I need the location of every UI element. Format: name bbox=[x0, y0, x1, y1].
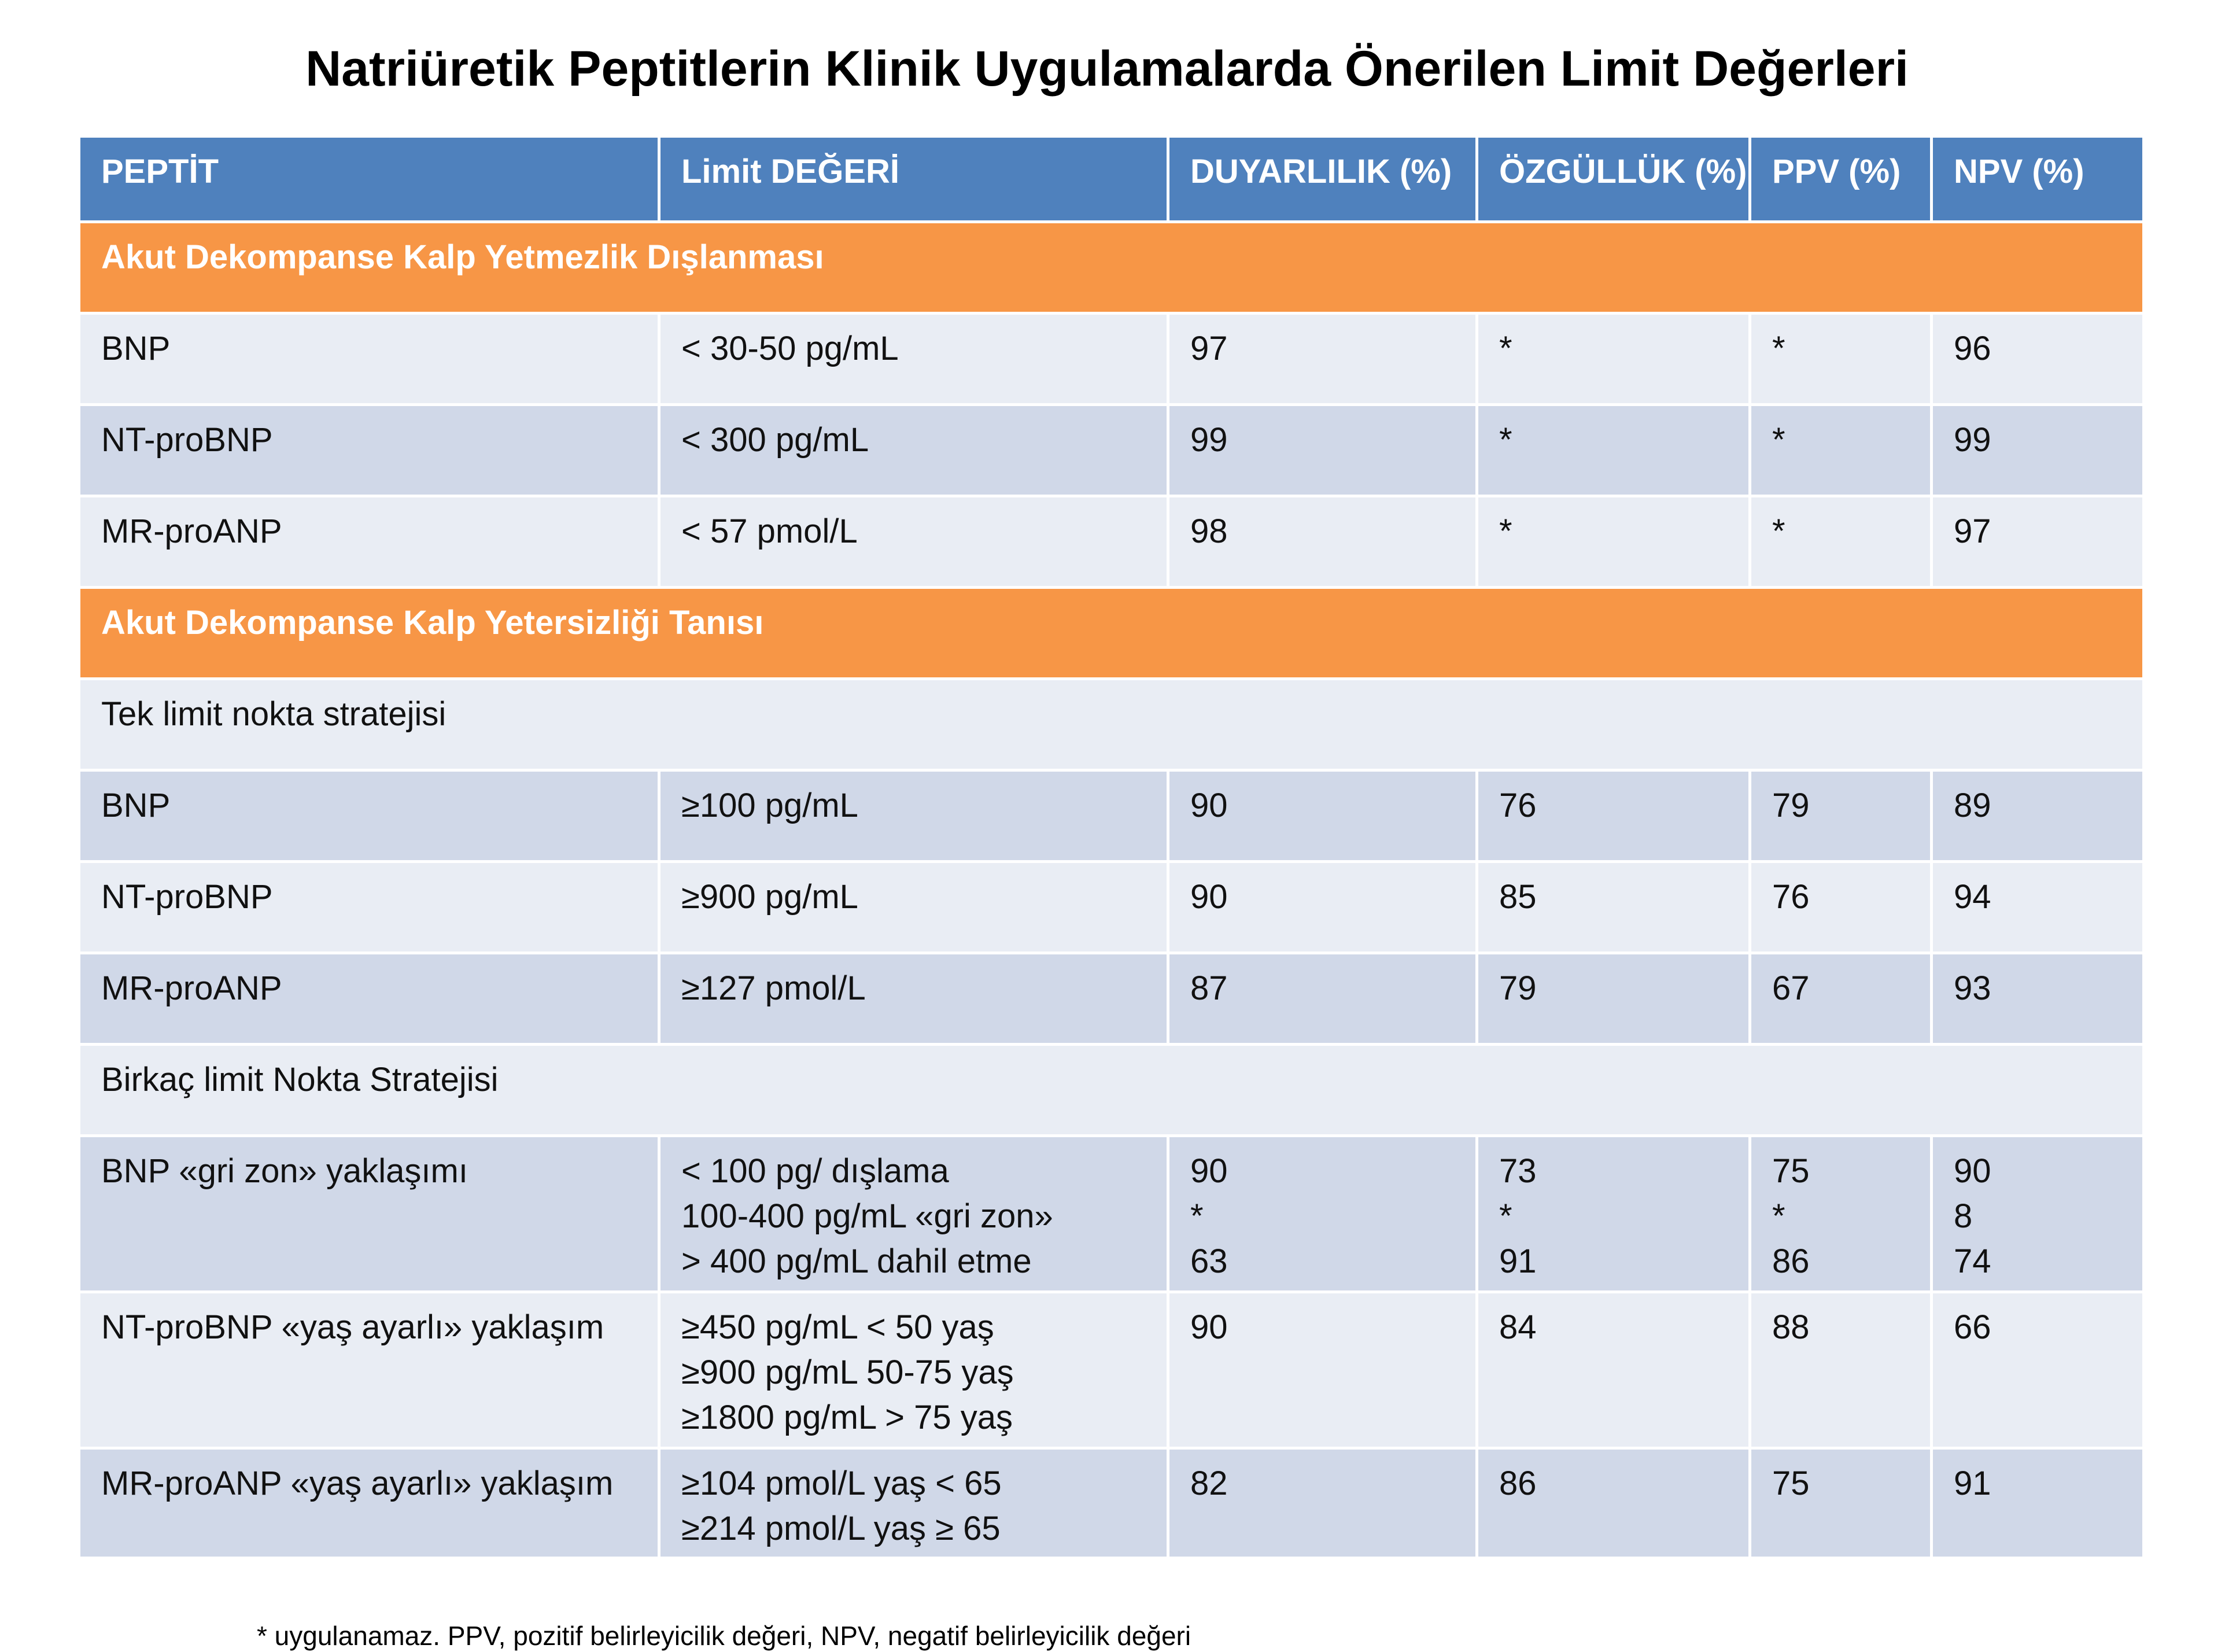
cell-limit: < 300 pg/mL bbox=[659, 405, 1168, 496]
cell-specificity: * bbox=[1477, 314, 1750, 405]
cell-peptide: NT-proBNP bbox=[79, 862, 659, 953]
cell-sensitivity: 97 bbox=[1168, 314, 1477, 405]
table-row bbox=[79, 405, 2144, 496]
cell-peptide: MR-proANP «yaş ayarlı» yaklaşım bbox=[79, 1448, 659, 1558]
cell-ppv: * bbox=[1750, 314, 1932, 405]
value-line: 90 bbox=[1190, 1152, 1228, 1190]
value-line: 90 bbox=[1954, 1152, 1991, 1190]
cell-limit: ≥127 pmol/L bbox=[659, 953, 1168, 1045]
cell-specificity: * bbox=[1477, 496, 1750, 588]
value-line: 73 bbox=[1499, 1152, 1537, 1190]
table-row bbox=[79, 953, 2144, 1045]
cell-sensitivity: 99 bbox=[1168, 405, 1477, 496]
cell-ppv bbox=[1750, 1136, 1932, 1292]
cell-sensitivity: 98 bbox=[1168, 496, 1477, 588]
value-line: 86 bbox=[1772, 1242, 1810, 1280]
limit-line: 100-400 pg/mL «gri zon» bbox=[681, 1197, 1053, 1235]
cell-npv bbox=[1932, 1136, 2144, 1292]
limit-line: ≥450 pg/mL < 50 yaş bbox=[681, 1308, 994, 1346]
table-row bbox=[79, 496, 2144, 588]
cell-limit bbox=[659, 1292, 1168, 1448]
footnote: * uygulanamaz. PPV, pozitif belirleyicilik değeri, NPV, negatif belirleyicilik değeri bbox=[257, 1621, 1191, 1651]
cell-npv: 91 bbox=[1932, 1448, 2144, 1558]
value-line: * bbox=[1190, 1197, 1204, 1235]
header-row bbox=[79, 137, 2144, 222]
header-limit: Limit DEĞERİ bbox=[659, 137, 1168, 222]
limit-line: < 100 pg/ dışlama bbox=[681, 1152, 949, 1190]
cell-limit bbox=[659, 1136, 1168, 1292]
cell-ppv: 79 bbox=[1750, 770, 1932, 862]
limit-line: ≥104 pmol/L yaş < 65 bbox=[681, 1465, 1002, 1502]
header-sensitivity: DUYARLILIK (%) bbox=[1168, 137, 1477, 222]
value-line: 75 bbox=[1772, 1152, 1810, 1190]
value-line: 8 bbox=[1954, 1197, 1973, 1235]
cutoff-table bbox=[78, 135, 2145, 1559]
cell-ppv: 76 bbox=[1750, 862, 1932, 953]
limit-line: ≥214 pmol/L yaş ≥ 65 bbox=[681, 1510, 1001, 1547]
cell-ppv: * bbox=[1750, 496, 1932, 588]
header-ppv: PPV (%) bbox=[1750, 137, 1932, 222]
cell-sensitivity: 90 bbox=[1168, 862, 1477, 953]
section-row bbox=[79, 222, 2144, 314]
limit-line: ≥1800 pg/mL > 75 yaş bbox=[681, 1399, 1013, 1436]
table-row bbox=[79, 1448, 2144, 1558]
limit-line: > 400 pg/mL dahil etme bbox=[681, 1242, 1032, 1280]
value-line: 63 bbox=[1190, 1242, 1228, 1280]
cell-specificity bbox=[1477, 1136, 1750, 1292]
cell-npv: 93 bbox=[1932, 953, 2144, 1045]
cell-specificity: 76 bbox=[1477, 770, 1750, 862]
cell-peptide: BNP bbox=[79, 770, 659, 862]
cell-limit: < 30-50 pg/mL bbox=[659, 314, 1168, 405]
header-peptide: PEPTİT bbox=[79, 137, 659, 222]
value-line: * bbox=[1772, 1197, 1785, 1235]
cell-npv: 96 bbox=[1932, 314, 2144, 405]
cell-specificity: 84 bbox=[1477, 1292, 1750, 1448]
cell-sensitivity: 82 bbox=[1168, 1448, 1477, 1558]
header-specificity: ÖZGÜLLÜK (%) bbox=[1477, 137, 1750, 222]
subhead-single: Tek limit nokta stratejisi bbox=[79, 679, 2144, 770]
value-line: 74 bbox=[1954, 1242, 1991, 1280]
cell-limit bbox=[659, 1448, 1168, 1558]
cell-peptide: NT-proBNP bbox=[79, 405, 659, 496]
cell-sensitivity: 87 bbox=[1168, 953, 1477, 1045]
cell-specificity: 86 bbox=[1477, 1448, 1750, 1558]
table-row bbox=[79, 1292, 2144, 1448]
cell-peptide: NT-proBNP «yaş ayarlı» yaklaşım bbox=[79, 1292, 659, 1448]
cell-specificity: 85 bbox=[1477, 862, 1750, 953]
cell-sensitivity: 90 bbox=[1168, 770, 1477, 862]
cell-npv: 97 bbox=[1932, 496, 2144, 588]
cell-npv: 66 bbox=[1932, 1292, 2144, 1448]
cell-specificity: * bbox=[1477, 405, 1750, 496]
subhead-row bbox=[79, 679, 2144, 770]
cell-npv: 94 bbox=[1932, 862, 2144, 953]
page-title: Natriüretik Peptitlerin Klinik Uygulamalarda Önerilen Limit Değerleri bbox=[305, 41, 1909, 97]
section-diagnosis: Akut Dekompanse Kalp Yetersizliği Tanısı bbox=[79, 588, 2144, 679]
cell-peptide: MR-proANP bbox=[79, 953, 659, 1045]
cell-ppv: 88 bbox=[1750, 1292, 1932, 1448]
cell-ppv: * bbox=[1750, 405, 1932, 496]
cell-peptide: BNP bbox=[79, 314, 659, 405]
cell-sensitivity bbox=[1168, 1136, 1477, 1292]
cell-ppv: 75 bbox=[1750, 1448, 1932, 1558]
section-row bbox=[79, 588, 2144, 679]
cell-limit: ≥100 pg/mL bbox=[659, 770, 1168, 862]
cell-ppv: 67 bbox=[1750, 953, 1932, 1045]
cell-sensitivity: 90 bbox=[1168, 1292, 1477, 1448]
cell-limit: ≥900 pg/mL bbox=[659, 862, 1168, 953]
table-row bbox=[79, 1136, 2144, 1292]
table-row bbox=[79, 862, 2144, 953]
cell-npv: 99 bbox=[1932, 405, 2144, 496]
cell-npv: 89 bbox=[1932, 770, 2144, 862]
cell-peptide: BNP «gri zon» yaklaşımı bbox=[79, 1136, 659, 1292]
header-npv: NPV (%) bbox=[1932, 137, 2144, 222]
table-row bbox=[79, 770, 2144, 862]
cell-specificity: 79 bbox=[1477, 953, 1750, 1045]
subhead-row bbox=[79, 1045, 2144, 1136]
table-row bbox=[79, 314, 2144, 405]
value-line: 91 bbox=[1499, 1242, 1537, 1280]
value-line: * bbox=[1499, 1197, 1512, 1235]
section-rule-out: Akut Dekompanse Kalp Yetmezlik Dışlanması bbox=[79, 222, 2144, 314]
cell-peptide: MR-proANP bbox=[79, 496, 659, 588]
limit-line: ≥900 pg/mL 50-75 yaş bbox=[681, 1354, 1014, 1391]
subhead-multi: Birkaç limit Nokta Stratejisi bbox=[79, 1045, 2144, 1136]
cell-limit: < 57 pmol/L bbox=[659, 496, 1168, 588]
